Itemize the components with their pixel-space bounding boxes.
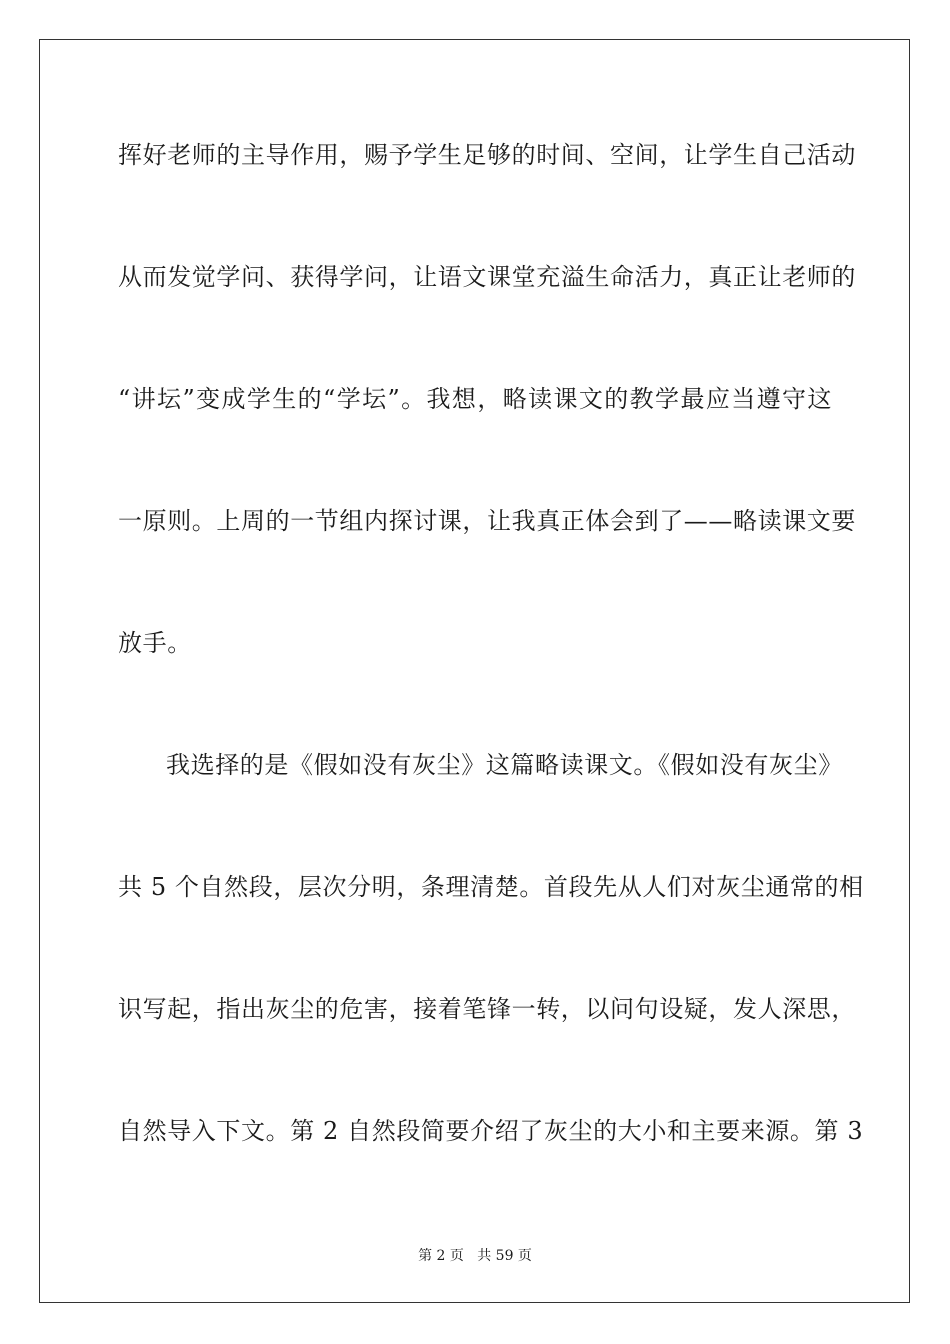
body-text-line-9: 自然导入下文。第 2 自然段简要介绍了灰尘的大小和主要来源。第 3 [118,1117,864,1145]
body-text-line-6: 我选择的是《假如没有灰尘》这篇略读课文。《假如没有灰尘》 [166,751,843,779]
body-text-line-3: “讲坛”变成学生的“学坛”。我想，略读课文的教学最应当遵守这 [118,385,832,413]
body-text-line-8: 识写起，指出灰尘的危害，接着笔锋一转，以问句设疑，发人深思， [118,995,856,1023]
body-text-line-1: 挥好老师的主导作用，赐予学生足够的时间、空间，让学生自己活动 [118,141,856,169]
body-text-line-7: 共 5 个自然段，层次分明，条理清楚。首段先从人们对灰尘通常的相 [118,873,864,901]
page-number-footer: 第 2 页 共 59 页 [418,1248,532,1264]
body-text-line-5: 放手。 [118,629,192,657]
page-border [39,39,910,1303]
body-text-line-4: 一原则。上周的一节组内探讨课，让我真正体会到了——略读课文要 [118,507,856,535]
body-text-line-2: 从而发觉学问、获得学问，让语文课堂充溢生命活力，真正让老师的 [118,263,856,291]
